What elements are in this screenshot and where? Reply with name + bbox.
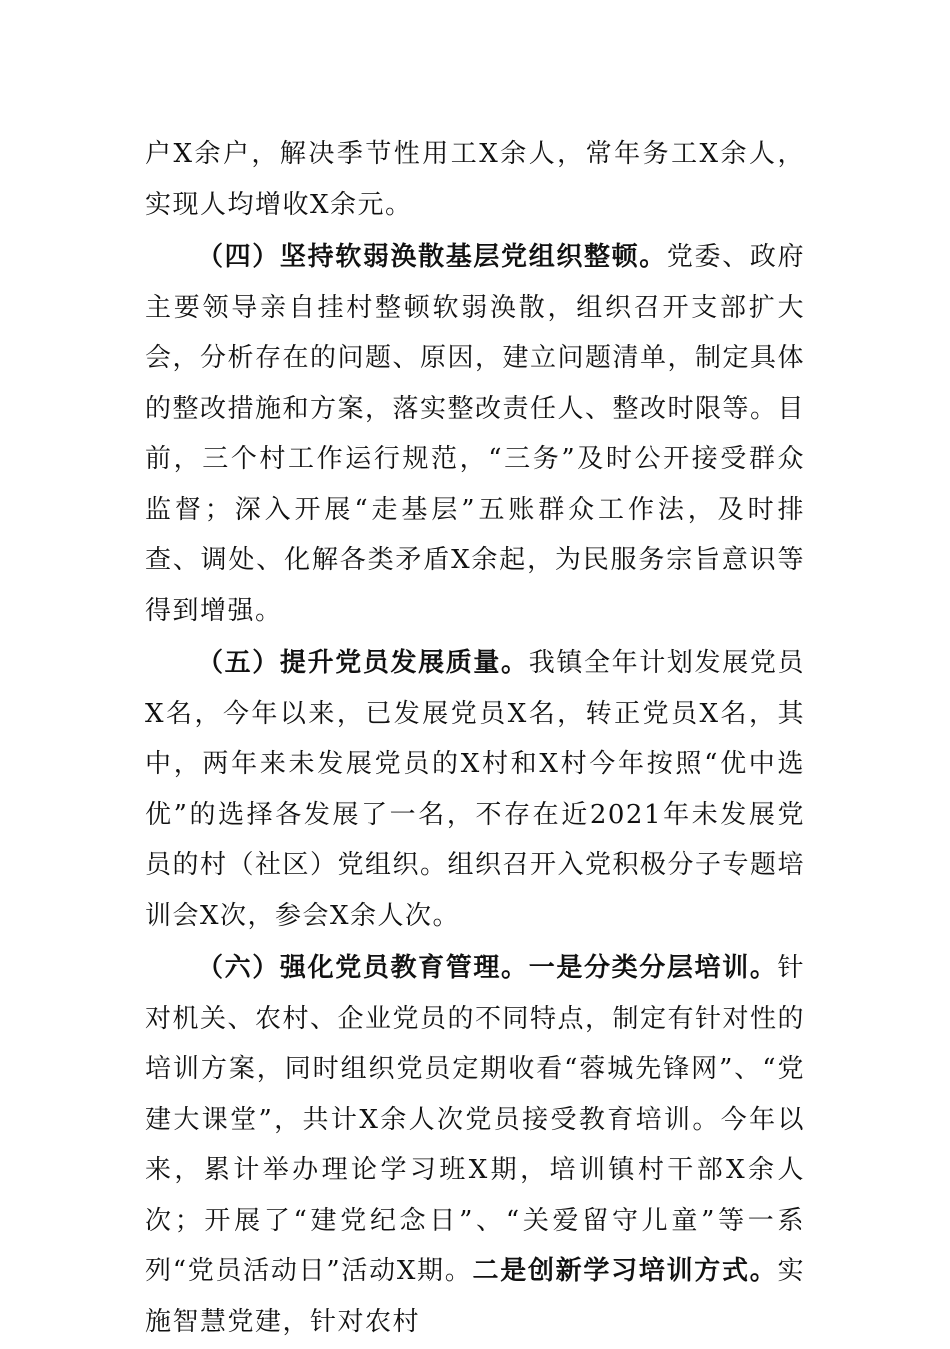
- paragraph-text: 针对机关、农村、企业党员的不同特点，制定有针对性的培训方案，同时组织党员定期收看“蓉城先锋网”、“党建大课堂”，共计X余人次党员接受教育培训。今年以来，累计举办理论学习班X期，培训镇村干部X余人次；开展了“建党纪念日”、“关爱留守儿童”等一系列“党员活动日”活动X期。: [145, 953, 806, 1286]
- paragraph-continuation: [145, 129, 805, 230]
- paragraph-section-4: [145, 232, 805, 636]
- paragraph-text: 党委、政府主要领导亲自挂村整顿软弱涣散，组织召开支部扩大会，分析存在的问题、原因，建立问题清单，制定具体的整改措施和方案，落实整改责任人、整改时限等。目前，三个村工作运行规范，“三务”及时公开接受群众监督；深入开展“走基层”五账群众工作法，及时排查、调处、化解各类矛盾X余起，为民服务宗旨意识等得到增强。: [145, 242, 806, 626]
- paragraph-section-6: [145, 943, 805, 1347]
- section-heading: （四）坚持软弱涣散基层党组织整顿。: [197, 242, 667, 272]
- sub-heading: 一是分类分层培训。: [528, 953, 778, 983]
- sub-heading: 二是创新学习培训方式。: [472, 1256, 778, 1286]
- paragraph-text: 实施智慧党建，针对农村: [145, 1256, 805, 1337]
- section-heading: （六）强化党员教育管理。: [197, 953, 529, 983]
- paragraph-section-5: [145, 638, 805, 941]
- paragraph-text: 户X余户，解决季节性用工X余人，常年务工X余人，实现人均增收X余元。: [145, 139, 805, 220]
- paragraph-text: 我镇全年计划发展党员X名，今年以来，已发展党员X名，转正党员X名，其中，两年来未发展党员的X村和X村今年按照“优中选优”的选择各发展了一名，不存在近2021年未发展党员的村（社区）党组织。组织召开入党积极分子专题培训会X次，参会X余人次。: [145, 648, 806, 931]
- document-body: [145, 129, 805, 1349]
- section-heading: （五）提升党员发展质量。: [197, 648, 529, 678]
